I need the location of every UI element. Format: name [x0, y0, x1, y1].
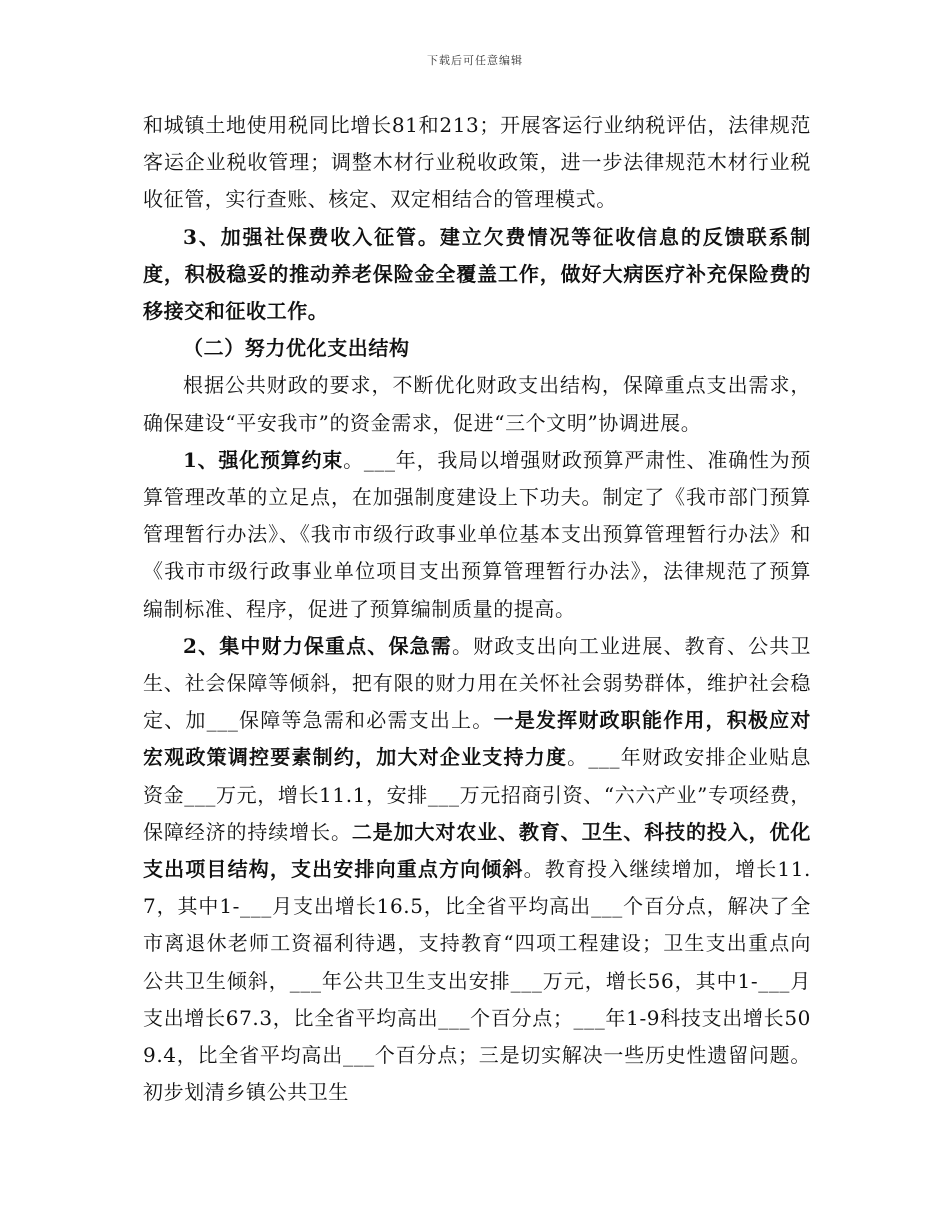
budget-constraint-title: 1、强化预算约束 [183, 447, 344, 472]
page-header: 下载后可任意编辑 [427, 54, 523, 67]
paragraph-public-finance: 根据公共财政的要求，不断优化财政支出结构，保障重点支出需求，确保建设“平安我市”的资金需求，促进“三个文明”协调进展。 [143, 373, 811, 435]
document-body [143, 107, 811, 1111]
key-spending-text-2: 。___年财政安排企业贴息资金___万元，增长11.1，安排___万元招商引资、“六六产业”专项经费，保障经济的持续增长。 [143, 745, 811, 844]
budget-constraint-text: 。___年，我局以增强财政预算严肃性、准确性为预算管理改革的立足点，在加强制度建设上下功夫。制定了《我市部门预算管理暂行办法》、《我市市级行政事业单位基本支出预算管理暂行办法》和《我市市级行政事业单位项目支出预算管理暂行办法》，法律规范了预算编制标准、程序，促进了预算编制质量的提高。 [143, 447, 811, 621]
key-spending-text-3: 。教育投入继续增加，增长11.7，其中1-___月支出增长16.5，比全省平均高出___个百分点，解决了全市离退休老师工资福利待遇，支持教育“四项工程建设；卫生支出重点向公共卫生倾斜，___年公共卫生支出安排___万元，增长56，其中1-___月支出增长67.3，比全省平均高出___个百分点；___年1-9科技支出增长509.4，比全省平均高出___个百分点；三是切实解决一些历史性遗留问题。初步划清乡镇公共卫生 [143, 857, 811, 1105]
paragraph-social-security: 3、加强社保费收入征管。建立欠费情况等征收信息的反馈联系制度，积极稳妥的推动养老保险金全覆盖工作，做好大病医疗补充保险费的移接交和征收工作。 [143, 224, 811, 324]
key-spending-text-1: 。财政支出向工业进展、教育、公共卫生、社会保障等倾斜，把有限的财力用在关怀社会弱势群体，维护社会稳定、加___保障等急需和必需支出上。 [143, 633, 812, 733]
key-spending-title: 2、集中财力保重点、保急需 [183, 633, 452, 658]
key-spending-point-2: 二是加大对农业、教育、卫生、科技的投入，优化支出项目结构，支出安排向重点方向倾斜 [143, 819, 812, 882]
paragraph-tax-collection: 和城镇土地使用税同比增长81和213；开展客运行业纳税评估，法律规范客运企业税收管理；调整木材行业税收政策，进一步法律规范木材行业税收征管，实行查账、核定、双定相结合的管理模式。 [143, 113, 811, 212]
key-spending-point-1: 一是发挥财政职能作用，积极应对宏观政策调控要素制约，加大对企业支持力度 [143, 708, 811, 770]
paragraph-budget-constraint [143, 442, 811, 628]
section-heading: （二）努力优化支出结构 [183, 336, 410, 361]
paragraph-key-spending [143, 628, 811, 1112]
